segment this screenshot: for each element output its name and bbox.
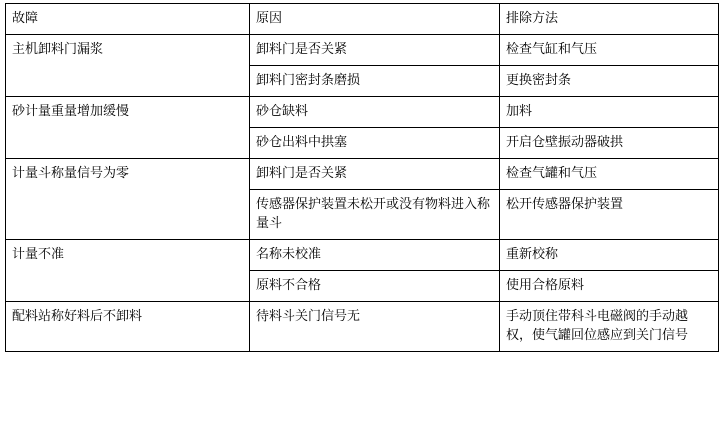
cause-cell	[250, 302, 500, 352]
header-remedy-text: 排除方法	[506, 11, 559, 26]
remedy-text: 更换密封条	[506, 73, 572, 88]
remedy-cell	[500, 190, 719, 240]
header-fault-text: 故障	[12, 11, 39, 26]
cause-text: 砂仓出料中拱塞	[256, 135, 348, 150]
remedy-text: 使用合格原料	[506, 278, 585, 293]
cause-cell	[250, 240, 500, 271]
remedy-text: 松开传感器保护装置	[506, 197, 624, 212]
header-cell-remedy	[500, 4, 719, 35]
fault-text: 主机卸料门漏浆	[12, 42, 104, 57]
header-cell-fault	[6, 4, 250, 35]
table-row	[6, 159, 719, 190]
remedy-text: 检查气缸和气压	[506, 42, 598, 57]
remedy-cell	[500, 302, 719, 352]
cause-text: 砂仓缺料	[256, 104, 309, 119]
cause-cell	[250, 128, 500, 159]
cause-cell	[250, 35, 500, 66]
table-row	[6, 240, 719, 271]
fault-cell	[6, 302, 250, 352]
fault-text: 计量不准	[12, 247, 65, 262]
remedy-cell	[500, 128, 719, 159]
header-cell-cause	[250, 4, 500, 35]
cause-text: 卸料门是否关紧	[256, 42, 348, 57]
fault-text: 砂计量重量增加缓慢	[12, 104, 130, 119]
cause-cell	[250, 159, 500, 190]
fault-cell	[6, 35, 250, 97]
remedy-text: 手动顶住带科斗电磁阀的手动越权，使气罐回位感应到关门信号	[506, 309, 689, 343]
cause-text: 卸料门是否关紧	[256, 166, 348, 181]
remedy-cell	[500, 271, 719, 302]
document-page	[0, 3, 725, 434]
fault-cell	[6, 159, 250, 240]
table-row	[6, 97, 719, 128]
header-cause-text: 原因	[256, 11, 283, 26]
cause-cell	[250, 190, 500, 240]
remedy-cell	[500, 159, 719, 190]
remedy-text: 重新校称	[506, 247, 559, 262]
remedy-text: 检查气罐和气压	[506, 166, 598, 181]
remedy-text: 加料	[506, 104, 533, 119]
cause-text: 传感器保护装置未松开或没有物料进入称量斗	[256, 197, 491, 231]
cause-text: 名称未校准	[256, 247, 322, 262]
remedy-cell	[500, 66, 719, 97]
cause-cell	[250, 271, 500, 302]
table-header-row	[6, 4, 719, 35]
cause-text: 待料斗关门信号无	[256, 309, 361, 324]
cause-text: 原料不合格	[256, 278, 322, 293]
remedy-text: 开启仓壁振动器破拱	[506, 135, 624, 150]
remedy-cell	[500, 97, 719, 128]
fault-text: 配料站称好料后不卸料	[12, 309, 143, 324]
remedy-cell	[500, 35, 719, 66]
cause-cell	[250, 97, 500, 128]
table-row	[6, 302, 719, 352]
troubleshooting-table	[5, 3, 719, 352]
fault-text: 计量斗称量信号为零	[12, 166, 130, 181]
fault-cell	[6, 240, 250, 302]
cause-cell	[250, 66, 500, 97]
table-row	[6, 35, 719, 66]
remedy-cell	[500, 240, 719, 271]
fault-cell	[6, 97, 250, 159]
cause-text: 卸料门密封条磨损	[256, 73, 361, 88]
